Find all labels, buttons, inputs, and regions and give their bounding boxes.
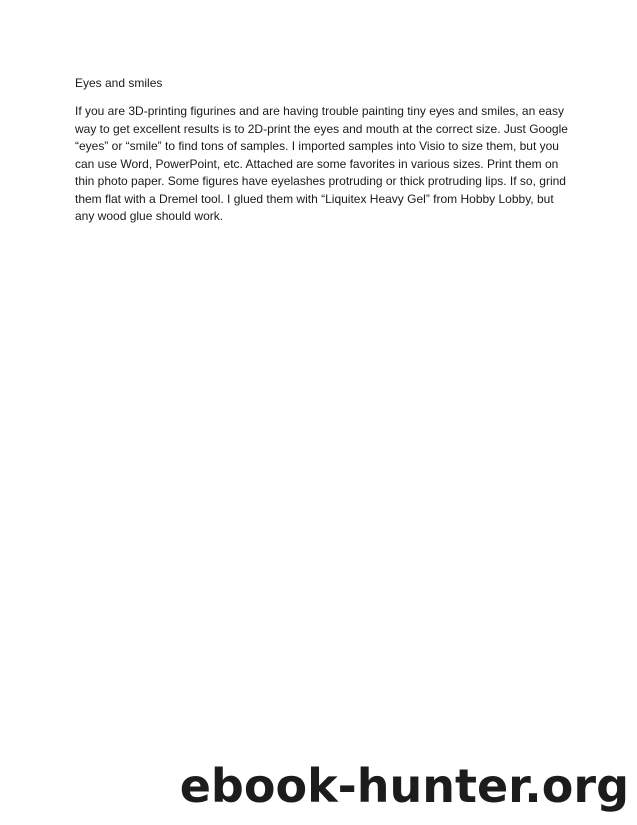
document-body — [75, 103, 595, 226]
body-line: can use Word, PowerPoint, etc. Attached are some favorites in various sizes. Print them on — [75, 156, 559, 171]
body-line: them flat with a Dremel tool. I glued them with “Liquitex Heavy Gel” from Hobby Lobby, but — [75, 191, 554, 206]
body-line: any wood glue should work. — [75, 209, 224, 223]
body-line: “eyes” or “smile” to find tons of samples. I imported samples into Visio to size them, but you — [75, 139, 559, 153]
body-line: thin photo paper. Some figures have eyelashes protruding or thick protruding lips. If so, grind — [75, 174, 566, 188]
body-line: If you are 3D-printing figurines and are having trouble painting tiny eyes and smiles, an easy — [75, 104, 564, 118]
body-line: way to get excellent results is to 2D-print the eyes and mouth at the correct size. Just Google — [75, 121, 568, 136]
document-title: Eyes and smiles — [75, 76, 163, 90]
watermark-text: ebook-hunter.org — [179, 759, 629, 813]
